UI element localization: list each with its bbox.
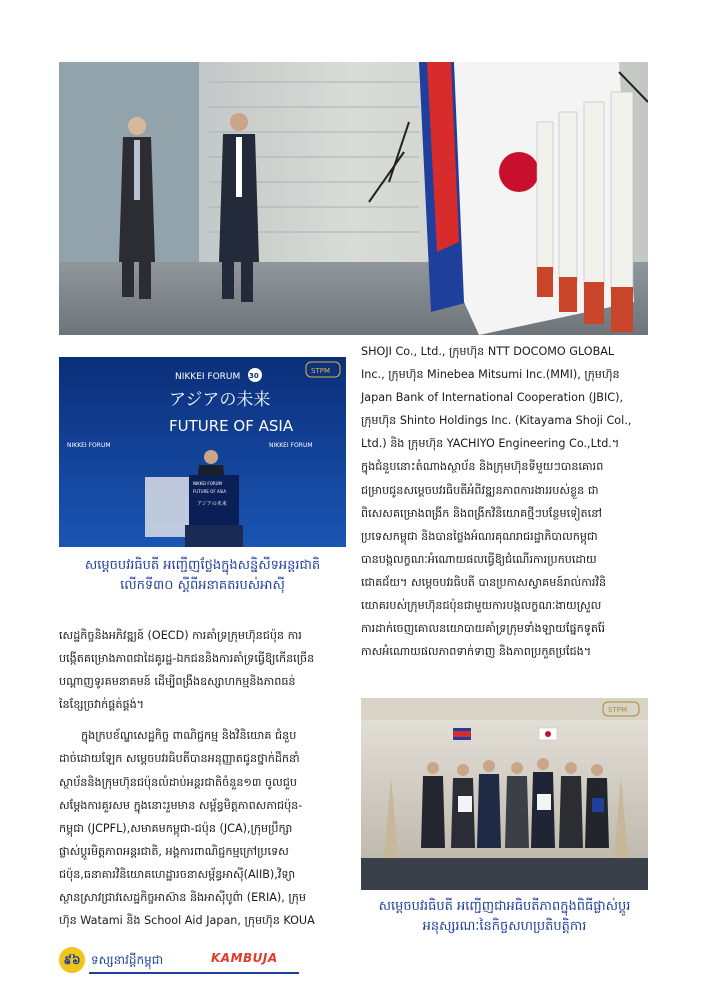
forum-banner-line3: FUTURE OF ASIA <box>169 417 294 435</box>
forum-backdrop-text-right: NIKKEI FORUM <box>269 442 313 449</box>
podium-line1: NIKKEI FORUM <box>193 481 223 486</box>
forum-backdrop-text: NIKKEI FORUM <box>67 442 111 449</box>
forum-banner-badge: 30 <box>249 372 259 380</box>
nikkei-forum-photo <box>59 357 346 547</box>
signing-stpm-logo: STPM <box>608 706 627 714</box>
forum-banner-line2: アジアの未来 <box>169 390 271 410</box>
mou-signing-photo <box>361 698 648 890</box>
body-column-left <box>59 624 349 932</box>
page-footer <box>59 947 299 975</box>
forum-banner-line1: NIKKEI FORUM <box>175 372 241 382</box>
body-paragraph: SHOJI Co., Ltd., ក្រុមហ៊ុន NTT DOCOMO GLOBAL Inc., ក្រុមហ៊ុន Minebea Mitsumi Inc.(MMI), ក្រុមហ៊ុន Japan Bank of International Cooperation (JBIC), ក្រុមហ៊ុន Shinto Holdings Inc. (Kitayama Shoji Col., Ltd.) និង ក្រុមហ៊ុន YACHIYO Engineering Co.,Ltd.។ ក្នុងជំនួបនោះតំណាងស្ថាប័ន និងក្រុមហ៊ុនទីមួយៗបានគោរព ជម្រាបជូនសម្ដេចបវរធិបតីអំពីវឌ្ឍនភាពការងាររបស់ខ្លួន ជា ពិសេសគម្រោងពង្រីក និងពង្រីកវិនិយោគថ្មីៗបន្ថែមទៀតនៅ ប្រទេសកម្ពុជា និងបានថ្លៃងអំណរគុណរាជរដ្ឋាភិបាលកម្ពុជា បានបង្កលក្ខណៈអំណោយផលធ្វើឱ្យជំណើរការប្រកបដោយ ជោគជ័យ។ សម្ដេចបវរធិបតី បានប្រកាសស្វាគមន៍រាល់ការវិនិ យោគរបស់ក្រុមហ៊ុនជប៉ុនជាមួយការបង្កលក្ខណៈងាយស្រួល ការដាក់ចេញគោលនយោបាយគាំទ្រក្រុមទាំងឡាយផ្នែកទូតរ៉ែ កាសអំណោយផលភាពទាក់ទាញ និងភាពប្រកួតប្រជែង។ <box>361 345 632 659</box>
body-paragraph: សេដ្ឋកិច្ចនិងអភិវឌ្ឍន៍ (OECD) ការគាំទ្រក្រុមហ៊ុនជប៉ុន ការ បង្កើតគម្រោងភាពជាដៃគូរដ្ឋ-ឯកជននិងការគាំទ្រធ្វើឱ្យកើនច្រើន បណ្ដាញទូរគមនាគមន៍ ដើម្បីពង្រឹងឧស្សាហកម្មនិងភាពធន់ នៃខ្សែច្រវាក់ផ្គត់ផ្គង់។ <box>59 629 315 712</box>
guard-of-honour-photo <box>59 62 648 335</box>
podium-line2: FUTURE OF ASIA <box>193 489 227 494</box>
body-column-right <box>361 340 651 663</box>
body-paragraph: ក្នុងក្របខ័ណ្ឌសេដ្ឋកិច្ច ពាណិជ្ជកម្ម និងវិនិយោគ ជំនួប ដាច់ដោយឡែក សម្ដេចបវរធិបតីបានអនុញ្ញាតជូនថ្នាក់ដឹកនាំ ស្ថាប័ននិងក្រុមហ៊ុនជប៉ុនលំដាប់អន្តរជាតិចំនួន១៣ ចូលជួប សម្ដែងការគួរសម ក្នុងនោះរួមមាន សម្ព័ន្ធមិត្តភាពសភាជប៉ុន- កម្ពុជា (JCPFL),សមាគមកម្ពុជា-ជប៉ុន (JCA),ក្រុមប្រឹក្សា ផ្លាស់ប្ដូរមិត្តភាពអន្តរជាតិ, អង្គការពាណិជ្ជកម្មក្រៅប្រទេស ជប៉ុន,ធនាគារវិនិយោគហេដ្ឋារចនាសម្ព័ន្ធអាស៊ី(AIIB),វិទ្យា ស្ថានស្រាវជ្រាវសេដ្ឋកិច្ចអាស៊ាន និងអាស៊ីបូព៌ា (ERIA), ក្រុម ហ៊ុន Watami និង School Aid Japan, ក្រុមហ៊ុន KOUA <box>59 729 315 928</box>
caption-signing: សម្ដេចបវរធិបតី អញ្ជើញជាអធិបតីភាពក្នុងពិធីផ្លាស់ប្ដូរ អនុស្សរណៈនៃកិច្ចសហប្រតិបត្តិការ <box>378 899 631 934</box>
magazine-title: ទស្សនាវដ្ដីកម្ពុជា <box>91 953 164 967</box>
mou-signing-illustration <box>361 698 648 890</box>
footer-divider <box>89 972 299 974</box>
guard-of-honour-illustration <box>59 62 648 335</box>
nikkei-forum-illustration <box>59 357 346 547</box>
page-number: ៩៦ <box>59 947 85 973</box>
podium-line3: アジアの未来 <box>197 501 227 507</box>
magazine-name: KAMBUJA <box>211 951 278 965</box>
caption-forum: សម្ដេចបវរធិបតី អញ្ជើញថ្លែងក្នុងសន្និសីទអន្តរជាតិ លើកទី៣០ ស្ដីពីអនាគតរបស់អាស៊ី <box>84 558 321 593</box>
forum-stpm-logo: STPM <box>311 367 330 375</box>
